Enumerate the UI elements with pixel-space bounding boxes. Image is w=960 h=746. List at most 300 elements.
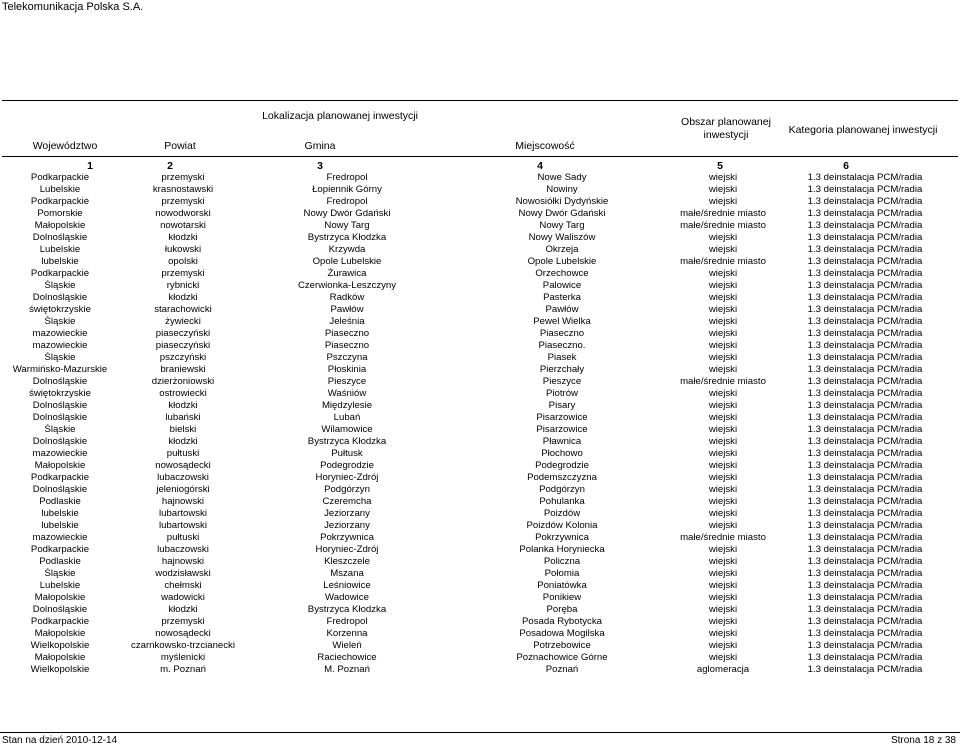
cell-miejscowosc: Pisary: [548, 400, 576, 411]
cell-obszar: małe/średnie miasto: [680, 376, 766, 387]
cell-obszar: małe/średnie miasto: [680, 256, 766, 267]
cell-kategoria: 1.3 deinstalacja PCM/radia: [807, 628, 923, 639]
table-row: [0, 352, 960, 364]
table-row: [0, 628, 960, 640]
title-line-1: Inwestycje na etapie planowania: [379, 13, 581, 29]
cell-miejscowosc: Pieszyce: [542, 376, 582, 387]
cell-wojewodztwo: mazowieckie: [32, 532, 88, 543]
cell-gmina: Fredropol: [326, 616, 368, 627]
cell-powiat: m. Poznań: [160, 664, 206, 675]
cell-kategoria: 1.3 deinstalacja PCM/radia: [807, 280, 923, 291]
cell-gmina: Pieszyce: [327, 376, 367, 387]
cell-powiat: przemyski: [161, 172, 205, 183]
cell-gmina: Radków: [329, 292, 365, 303]
cell-wojewodztwo: Podkarpackie: [30, 196, 90, 207]
cell-obszar: wiejski: [708, 640, 738, 651]
cell-powiat: lubaczowski: [157, 472, 209, 483]
cell-miejscowosc: Nowiny: [546, 184, 578, 195]
cell-obszar: wiejski: [708, 436, 738, 447]
cell-powiat: przemyski: [161, 268, 205, 279]
cell-gmina: Jeziorzany: [324, 520, 370, 531]
cell-gmina: Podegrodzie: [320, 460, 374, 471]
table-row: [0, 484, 960, 496]
cell-powiat: hajnowski: [161, 556, 205, 567]
cell-gmina: Pułtusk: [331, 448, 363, 459]
cell-obszar: wiejski: [708, 604, 738, 615]
cell-wojewodztwo: mazowieckie: [32, 328, 88, 339]
header-bottom-rule: [2, 156, 958, 157]
cell-gmina: Lubań: [333, 412, 361, 423]
cell-wojewodztwo: Małopolskie: [34, 652, 86, 663]
cell-powiat: przemyski: [161, 196, 205, 207]
cell-kategoria: 1.3 deinstalacja PCM/radia: [807, 556, 923, 567]
cell-gmina: Raciechowice: [317, 652, 377, 663]
cell-wojewodztwo: Śląskie: [44, 352, 76, 363]
cell-kategoria: 1.3 deinstalacja PCM/radia: [807, 484, 923, 495]
cell-kategoria: 1.3 deinstalacja PCM/radia: [807, 412, 923, 423]
footer-date: Stan na dzień 2010-12-14: [2, 735, 118, 746]
cell-kategoria: 1.3 deinstalacja PCM/radia: [807, 496, 923, 507]
table-row: [0, 232, 960, 244]
table-row: [0, 556, 960, 568]
cell-powiat: rybnicki: [166, 280, 200, 291]
cell-wojewodztwo: mazowieckie: [32, 340, 88, 351]
table-row: [0, 196, 960, 208]
header-kategoria: Kategoria planowanej inwestycji: [788, 124, 938, 136]
cell-miejscowosc: Palowice: [542, 280, 582, 291]
cell-wojewodztwo: Podkarpackie: [30, 472, 90, 483]
cell-gmina: Leśniowice: [323, 580, 371, 591]
header-miejscowosc: Miejscowość: [515, 140, 575, 152]
cell-miejscowosc: Nowy Targ: [539, 220, 585, 231]
cell-miejscowosc: Posada Rybotycka: [522, 616, 602, 627]
table-row: [0, 328, 960, 340]
cell-kategoria: 1.3 deinstalacja PCM/radia: [807, 640, 923, 651]
table-row: [0, 520, 960, 532]
cell-obszar: wiejski: [708, 292, 738, 303]
title-line-2: w ramach realizacji Deklaracji Inwestycyjnej Telekomunikacji Polskiej: [266, 30, 694, 46]
cell-miejscowosc: Pawłów: [545, 304, 579, 315]
cell-obszar: wiejski: [708, 268, 738, 279]
cell-miejscowosc: Piasek: [547, 352, 577, 363]
cell-wojewodztwo: Śląskie: [44, 280, 76, 291]
cell-miejscowosc: Orzechowce: [535, 268, 589, 279]
cell-gmina: Nowy Targ: [324, 220, 370, 231]
header-wojewodztwo: Województwo: [32, 140, 98, 152]
cell-obszar: aglomeracja: [696, 664, 750, 675]
cell-kategoria: 1.3 deinstalacja PCM/radia: [807, 400, 923, 411]
cell-powiat: chełmski: [164, 580, 202, 591]
cell-kategoria: 1.3 deinstalacja PCM/radia: [807, 616, 923, 627]
document-title: [0, 13, 960, 64]
cell-gmina: Piaseczno: [324, 328, 370, 339]
cell-gmina: Wadowice: [325, 592, 369, 603]
cell-kategoria: 1.3 deinstalacja PCM/radia: [807, 652, 923, 663]
cell-wojewodztwo: Podlaskie: [39, 496, 81, 507]
cell-gmina: Bystrzyca Kłodzka: [307, 604, 387, 615]
cell-wojewodztwo: Dolnośląskie: [32, 292, 88, 303]
cell-powiat: pszczyński: [159, 352, 207, 363]
cell-miejscowosc: Piaseczno.: [538, 340, 586, 351]
table-row: [0, 580, 960, 592]
cell-obszar: wiejski: [708, 364, 738, 375]
cell-obszar: wiejski: [708, 340, 738, 351]
investment-table: [0, 172, 960, 676]
cell-miejscowosc: Płochowo: [541, 448, 583, 459]
table-row: [0, 184, 960, 196]
cell-gmina: Opole Lubelskie: [312, 256, 382, 267]
cell-wojewodztwo: Dolnośląskie: [32, 604, 88, 615]
cell-powiat: kłodzki: [168, 292, 198, 303]
header-location-group: Lokalizacja planowanej inwestycji: [262, 110, 418, 122]
header-top-rule: [2, 100, 958, 101]
cell-powiat: dzierżoniowski: [151, 376, 215, 387]
cell-obszar: wiejski: [708, 232, 738, 243]
table-row: [0, 460, 960, 472]
cell-wojewodztwo: Dolnośląskie: [32, 412, 88, 423]
cell-obszar: wiejski: [708, 424, 738, 435]
table-row: [0, 544, 960, 556]
table-row: [0, 472, 960, 484]
cell-gmina: Kleszczele: [324, 556, 370, 567]
cell-powiat: wodzisławski: [155, 568, 211, 579]
cell-gmina: Czerwionka-Leszczyny: [297, 280, 397, 291]
cell-obszar: wiejski: [708, 352, 738, 363]
cell-kategoria: 1.3 deinstalacja PCM/radia: [807, 424, 923, 435]
cell-kategoria: 1.3 deinstalacja PCM/radia: [807, 376, 923, 387]
cell-miejscowosc: Piaseczno: [539, 328, 585, 339]
cell-powiat: nowosądecki: [155, 628, 211, 639]
cell-miejscowosc: Pławnica: [542, 436, 582, 447]
table-row: [0, 616, 960, 628]
cell-wojewodztwo: Dolnośląskie: [32, 400, 88, 411]
cell-kategoria: 1.3 deinstalacja PCM/radia: [807, 316, 923, 327]
cell-obszar: wiejski: [708, 652, 738, 663]
cell-miejscowosc: Nowy Waliszów: [528, 232, 596, 243]
column-number-6: 6: [843, 160, 849, 172]
table-row: [0, 244, 960, 256]
cell-gmina: Fredropol: [326, 196, 368, 207]
cell-wojewodztwo: Lubelskie: [39, 244, 81, 255]
cell-obszar: wiejski: [708, 244, 738, 255]
cell-powiat: nowodworski: [155, 208, 211, 219]
cell-powiat: kłodzki: [168, 604, 198, 615]
cell-miejscowosc: Poznachowice Górne: [516, 652, 608, 663]
cell-miejscowosc: Nowosiółki Dydyńskie: [515, 196, 609, 207]
cell-obszar: wiejski: [708, 568, 738, 579]
cell-miejscowosc: Posadowa Mogilska: [519, 628, 605, 639]
cell-wojewodztwo: Śląskie: [44, 424, 76, 435]
cell-kategoria: 1.3 deinstalacja PCM/radia: [807, 460, 923, 471]
table-row: [0, 640, 960, 652]
cell-wojewodztwo: Podkarpackie: [30, 268, 90, 279]
cell-miejscowosc: Okrzeja: [545, 244, 579, 255]
cell-miejscowosc: Pierzchały: [539, 364, 585, 375]
cell-kategoria: 1.3 deinstalacja PCM/radia: [807, 544, 923, 555]
cell-kategoria: 1.3 deinstalacja PCM/radia: [807, 364, 923, 375]
table-row: [0, 592, 960, 604]
cell-obszar: wiejski: [708, 400, 738, 411]
table-row: [0, 340, 960, 352]
cell-miejscowosc: Ponikiew: [542, 592, 582, 603]
footer-rule: [0, 732, 960, 733]
cell-obszar: wiejski: [708, 412, 738, 423]
cell-miejscowosc: Poznań: [545, 664, 579, 675]
cell-powiat: lubaczowski: [157, 544, 209, 555]
cell-obszar: małe/średnie miasto: [680, 208, 766, 219]
column-number-1: 1: [87, 160, 93, 172]
cell-powiat: piaseczyński: [155, 328, 211, 339]
cell-wojewodztwo: lubelskie: [41, 508, 79, 519]
cell-powiat: kłodzki: [168, 232, 198, 243]
cell-gmina: Jeziorzany: [324, 508, 370, 519]
header-powiat: Powiat: [164, 140, 196, 152]
cell-wojewodztwo: świętokrzyskie: [29, 388, 91, 399]
table-row: [0, 448, 960, 460]
cell-miejscowosc: Podegrodzie: [535, 460, 589, 471]
cell-kategoria: 1.3 deinstalacja PCM/radia: [807, 220, 923, 231]
cell-gmina: Piaseczno: [324, 340, 370, 351]
cell-wojewodztwo: Śląskie: [44, 568, 76, 579]
cell-kategoria: 1.3 deinstalacja PCM/radia: [807, 304, 923, 315]
table-row: [0, 388, 960, 400]
title-line-3: dotyczącej Porozumienia z UKE z dn. 22 października 2009: [294, 47, 666, 63]
cell-kategoria: 1.3 deinstalacja PCM/radia: [807, 340, 923, 351]
cell-kategoria: 1.3 deinstalacja PCM/radia: [807, 448, 923, 459]
cell-miejscowosc: Policzna: [543, 556, 581, 567]
company-name: Telekomunikacja Polska S.A.: [2, 1, 144, 13]
cell-gmina: Międzylesie: [321, 400, 373, 411]
column-number-2: 2: [167, 160, 173, 172]
cell-gmina: Płoskinia: [327, 364, 367, 375]
cell-powiat: pułtuski: [166, 448, 200, 459]
column-number-5: 5: [717, 160, 723, 172]
cell-wojewodztwo: Lubelskie: [39, 580, 81, 591]
cell-gmina: Pawłów: [330, 304, 364, 315]
cell-miejscowosc: Pewel Wielka: [533, 316, 591, 327]
column-number-3: 3: [317, 160, 323, 172]
cell-wojewodztwo: Małopolskie: [34, 628, 86, 639]
cell-gmina: Wilamowice: [321, 424, 373, 435]
cell-wojewodztwo: Wielkopolskie: [30, 664, 90, 675]
table-row: [0, 208, 960, 220]
cell-wojewodztwo: Małopolskie: [34, 460, 86, 471]
cell-miejscowosc: Podgórzyn: [539, 484, 585, 495]
table-row: [0, 268, 960, 280]
cell-powiat: ostrowiecki: [159, 388, 207, 399]
cell-miejscowosc: Pisarzowice: [536, 424, 588, 435]
cell-obszar: małe/średnie miasto: [680, 220, 766, 231]
cell-kategoria: 1.3 deinstalacja PCM/radia: [807, 268, 923, 279]
cell-wojewodztwo: Wielkopolskie: [30, 640, 90, 651]
cell-powiat: przemyski: [161, 616, 205, 627]
cell-obszar: wiejski: [708, 196, 738, 207]
cell-gmina: Bystrzyca Kłodzka: [307, 436, 387, 447]
cell-kategoria: 1.3 deinstalacja PCM/radia: [807, 520, 923, 531]
cell-miejscowosc: Potrzebowice: [533, 640, 591, 651]
table-row: [0, 376, 960, 388]
cell-obszar: wiejski: [708, 616, 738, 627]
cell-kategoria: 1.3 deinstalacja PCM/radia: [807, 472, 923, 483]
cell-obszar: wiejski: [708, 508, 738, 519]
table-row: [0, 664, 960, 676]
cell-miejscowosc: Poizdów: [543, 508, 581, 519]
cell-powiat: czarnkowsko-trzcianecki: [131, 640, 235, 651]
cell-gmina: Podgórzyn: [324, 484, 370, 495]
cell-kategoria: 1.3 deinstalacja PCM/radia: [807, 388, 923, 399]
cell-gmina: Czeremcha: [322, 496, 372, 507]
cell-miejscowosc: Pokrzywnica: [535, 532, 589, 543]
cell-miejscowosc: Poizdów Kolonia: [526, 520, 598, 531]
cell-kategoria: 1.3 deinstalacja PCM/radia: [807, 232, 923, 243]
cell-kategoria: 1.3 deinstalacja PCM/radia: [807, 328, 923, 339]
cell-wojewodztwo: mazowieckie: [32, 448, 88, 459]
cell-powiat: hajnowski: [161, 496, 205, 507]
cell-obszar: wiejski: [708, 304, 738, 315]
cell-powiat: piaseczyński: [155, 340, 211, 351]
table-row: [0, 280, 960, 292]
cell-kategoria: 1.3 deinstalacja PCM/radia: [807, 664, 923, 675]
cell-obszar: wiejski: [708, 184, 738, 195]
cell-gmina: Łopiennik Górny: [312, 184, 382, 195]
table-row: [0, 172, 960, 184]
cell-powiat: jeleniogórski: [156, 484, 210, 495]
table-row: [0, 292, 960, 304]
cell-miejscowosc: Poniatówka: [537, 580, 587, 591]
cell-obszar: wiejski: [708, 316, 738, 327]
cell-obszar: wiejski: [708, 328, 738, 339]
cell-miejscowosc: Pohulanka: [539, 496, 585, 507]
cell-obszar: wiejski: [708, 388, 738, 399]
table-row: [0, 436, 960, 448]
cell-powiat: kłodzki: [168, 400, 198, 411]
cell-gmina: Krzywda: [328, 244, 366, 255]
cell-miejscowosc: Połomia: [544, 568, 580, 579]
cell-kategoria: 1.3 deinstalacja PCM/radia: [807, 580, 923, 591]
cell-kategoria: 1.3 deinstalacja PCM/radia: [807, 208, 923, 219]
header-obszar: Obszar planowanej inwestycji: [681, 116, 771, 141]
cell-powiat: lubartowski: [159, 520, 207, 531]
cell-powiat: braniewski: [160, 364, 206, 375]
cell-obszar: wiejski: [708, 496, 738, 507]
cell-obszar: wiejski: [708, 628, 738, 639]
table-row: [0, 532, 960, 544]
cell-kategoria: 1.3 deinstalacja PCM/radia: [807, 436, 923, 447]
cell-obszar: wiejski: [708, 520, 738, 531]
cell-gmina: Jeleśnia: [329, 316, 365, 327]
cell-powiat: pułtuski: [166, 532, 200, 543]
cell-obszar: wiejski: [708, 484, 738, 495]
cell-obszar: wiejski: [708, 472, 738, 483]
table-row: [0, 304, 960, 316]
cell-wojewodztwo: Małopolskie: [34, 220, 86, 231]
cell-wojewodztwo: świętokrzyskie: [29, 304, 91, 315]
cell-wojewodztwo: Dolnośląskie: [32, 232, 88, 243]
cell-kategoria: 1.3 deinstalacja PCM/radia: [807, 604, 923, 615]
cell-wojewodztwo: Podkarpackie: [30, 544, 90, 555]
cell-gmina: Horyniec-Zdrój: [315, 544, 379, 555]
cell-kategoria: 1.3 deinstalacja PCM/radia: [807, 292, 923, 303]
table-row: [0, 508, 960, 520]
cell-wojewodztwo: lubelskie: [41, 520, 79, 531]
cell-obszar: wiejski: [708, 544, 738, 555]
table-row: [0, 652, 960, 664]
cell-gmina: Żurawica: [327, 268, 367, 279]
cell-miejscowosc: Polanka Horyniecka: [519, 544, 605, 555]
cell-wojewodztwo: Dolnośląskie: [32, 484, 88, 495]
cell-wojewodztwo: Podkarpackie: [30, 172, 90, 183]
table-row: [0, 496, 960, 508]
cell-kategoria: 1.3 deinstalacja PCM/radia: [807, 592, 923, 603]
cell-kategoria: 1.3 deinstalacja PCM/radia: [807, 256, 923, 267]
cell-powiat: lubartowski: [159, 508, 207, 519]
cell-powiat: bielski: [169, 424, 197, 435]
cell-kategoria: 1.3 deinstalacja PCM/radia: [807, 196, 923, 207]
cell-wojewodztwo: lubelskie: [41, 256, 79, 267]
cell-gmina: Bystrzyca Kłodzka: [307, 232, 387, 243]
cell-powiat: myślenicki: [160, 652, 206, 663]
cell-kategoria: 1.3 deinstalacja PCM/radia: [807, 568, 923, 579]
cell-obszar: małe/średnie miasto: [680, 532, 766, 543]
cell-obszar: wiejski: [708, 556, 738, 567]
cell-gmina: Horyniec-Zdrój: [315, 472, 379, 483]
cell-miejscowosc: Pisarzowice: [536, 412, 588, 423]
cell-miejscowosc: Nowy Dwór Gdański: [518, 208, 606, 219]
cell-powiat: żywiecki: [165, 316, 201, 327]
cell-wojewodztwo: Dolnośląskie: [32, 376, 88, 387]
table-row: [0, 424, 960, 436]
table-row: [0, 400, 960, 412]
cell-gmina: M. Poznań: [324, 664, 370, 675]
cell-miejscowosc: Poręba: [546, 604, 578, 615]
cell-wojewodztwo: Śląskie: [44, 316, 76, 327]
cell-wojewodztwo: Małopolskie: [34, 592, 86, 603]
cell-powiat: starachowicki: [154, 304, 212, 315]
cell-obszar: wiejski: [708, 592, 738, 603]
cell-wojewodztwo: Pomorskie: [37, 208, 83, 219]
cell-gmina: Pszczyna: [326, 352, 368, 363]
table-row: [0, 364, 960, 376]
cell-gmina: Nowy Dwór Gdański: [303, 208, 391, 219]
cell-kategoria: 1.3 deinstalacja PCM/radia: [807, 184, 923, 195]
cell-powiat: kłodzki: [168, 436, 198, 447]
cell-kategoria: 1.3 deinstalacja PCM/radia: [807, 352, 923, 363]
cell-gmina: Waśniów: [327, 388, 367, 399]
footer-page-number: Strona 18 z 38: [890, 735, 956, 746]
table-row: [0, 316, 960, 328]
cell-obszar: wiejski: [708, 280, 738, 291]
table-row: [0, 568, 960, 580]
cell-wojewodztwo: Dolnośląskie: [32, 436, 88, 447]
table-row: [0, 412, 960, 424]
cell-miejscowosc: Podemszczyzna: [527, 472, 597, 483]
cell-wojewodztwo: Podkarpackie: [30, 616, 90, 627]
cell-wojewodztwo: Podlaskie: [39, 556, 81, 567]
cell-miejscowosc: Nowe Sady: [537, 172, 587, 183]
cell-powiat: krasnostawski: [152, 184, 214, 195]
cell-powiat: łukowski: [164, 244, 202, 255]
cell-gmina: Fredropol: [326, 172, 368, 183]
cell-powiat: nowotarski: [160, 220, 206, 231]
cell-miejscowosc: Opole Lubelskie: [527, 256, 597, 267]
cell-powiat: wadowicki: [161, 592, 205, 603]
cell-powiat: nowosądecki: [155, 460, 211, 471]
cell-obszar: wiejski: [708, 580, 738, 591]
cell-wojewodztwo: Lubelskie: [39, 184, 81, 195]
table-row: [0, 604, 960, 616]
header-gmina: Gmina: [304, 140, 336, 152]
cell-obszar: wiejski: [708, 448, 738, 459]
